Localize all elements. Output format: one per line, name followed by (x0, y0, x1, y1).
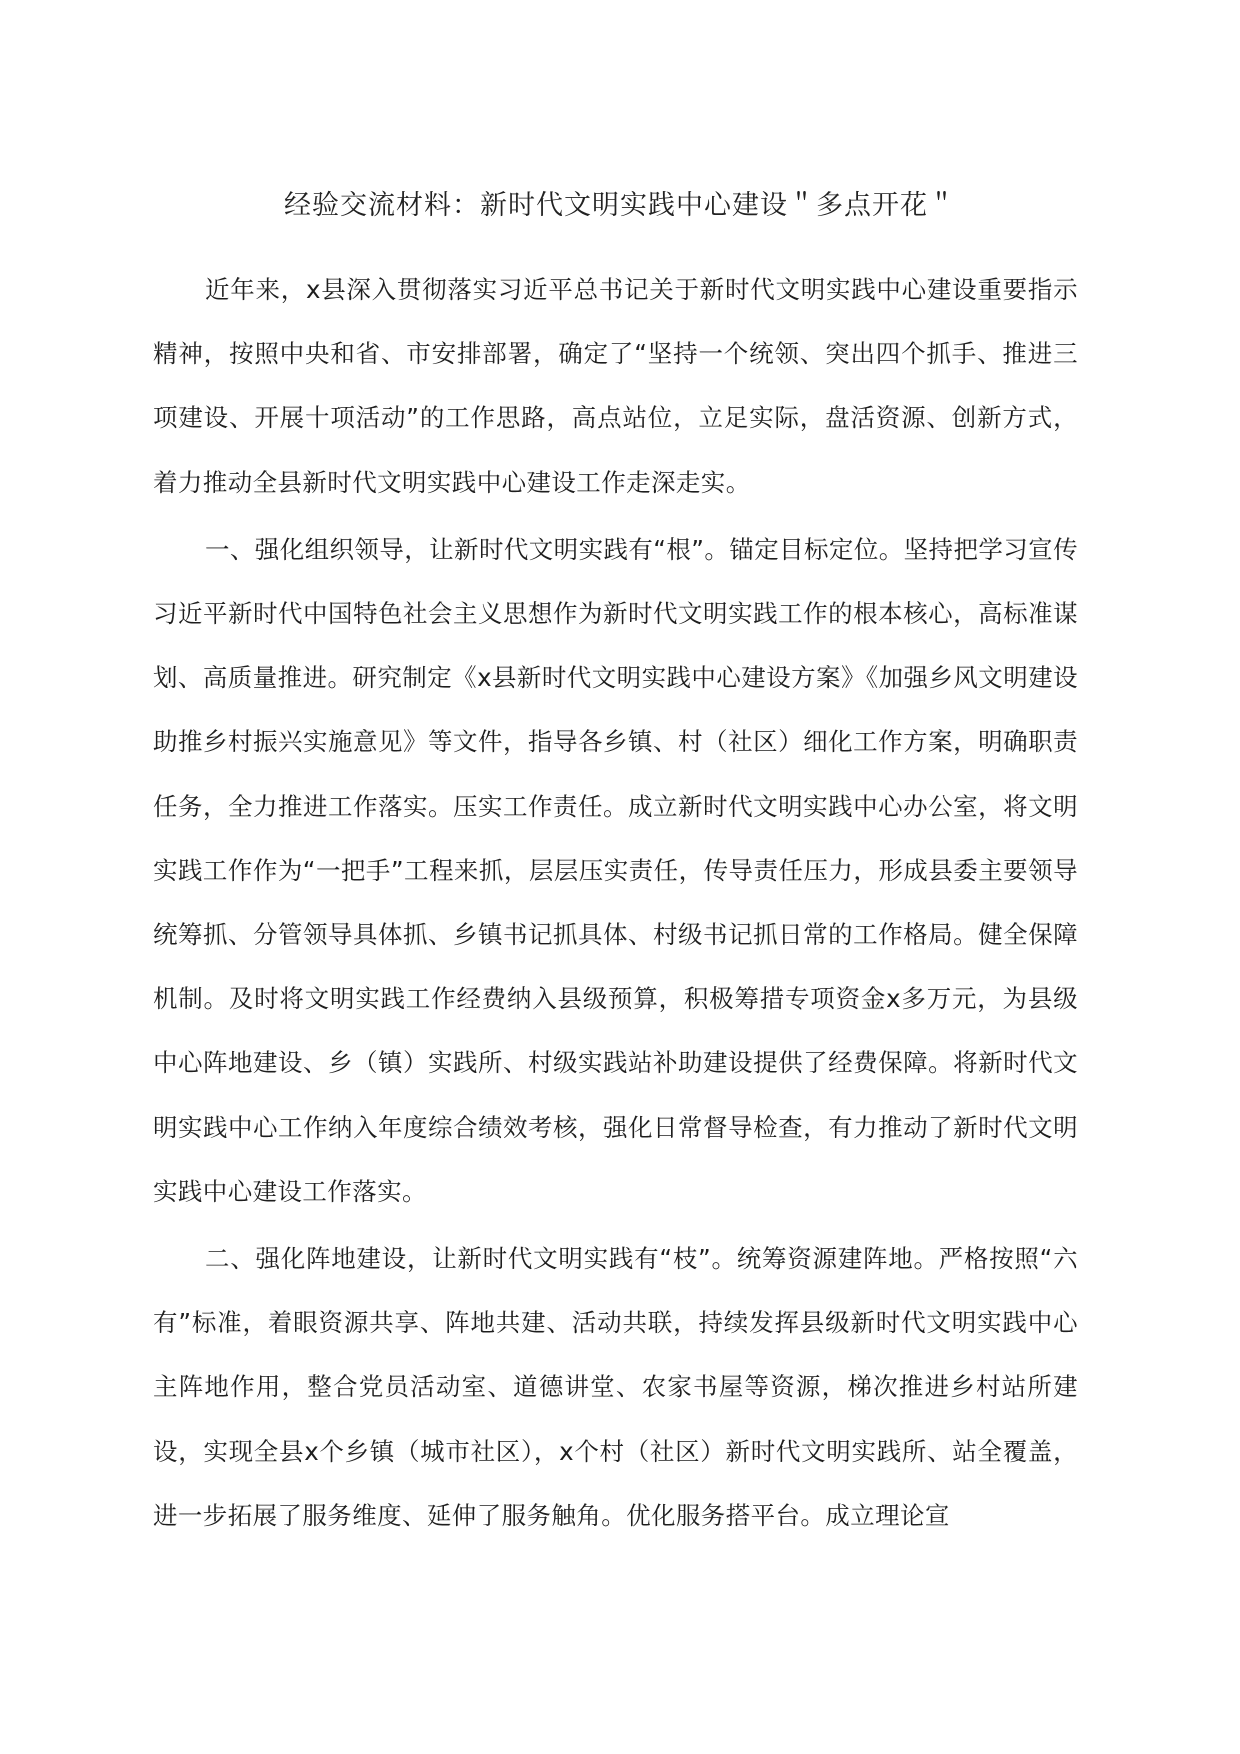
document-title: 经验交流材料：新时代文明实践中心建设＂多点开花＂ (284, 190, 956, 221)
paragraph-intro: 近年来，x县深入贯彻落实习近平总书记关于新时代文明实践中心建设重要指示精神，按照中央和省、市安排部署，确定了“坚持一个统领、突出四个抓手、推进三项建设、开展十项活动”的工作思路，高点站位，立足实际，盘活资源、创新方式，着力推动全县新时代文明实践中心建设工作走深走实。 (153, 275, 1078, 497)
paragraph-section-2: 二、强化阵地建设，让新时代文明实践有“枝”。统筹资源建阵地。严格按照“六有”标准，着眼资源共享、阵地共建、活动共联，持续发挥县级新时代文明实践中心主阵地作用，整合党员活动室、道德讲堂、农家书屋等资源，梯次推进乡村站所建设，实现全县x个乡镇（城市社区），x个村（社区）新时代文明实践所、站全覆盖，进一步拓展了服务维度、延伸了服务触角。优化服务搭平台。成立理论宣 (153, 1244, 1078, 1530)
paragraph-section-1: 一、强化组织领导，让新时代文明实践有“根”。锚定目标定位。坚持把学习宣传习近平新时代中国特色社会主义思想作为新时代文明实践工作的根本核心，高标准谋划、高质量推进。研究制定《x县新时代文明实践中心建设方案》《加强乡风文明建设助推乡村振兴实施意见》等文件，指导各乡镇、村（社区）细化工作方案，明确职责任务，全力推进工作落实。压实工作责任。成立新时代文明实践中心办公室，将文明实践工作作为“一把手”工程来抓，层层压实责任，传导责任压力，形成县委主要领导统筹抓、分管领导具体抓、乡镇书记抓具体、村级书记抓日常的工作格局。健全保障机制。及时将文明实践工作经费纳入县级预算，积极筹措专项资金x多万元，为县级中心阵地建设、乡（镇）实践所、村级实践站补助建设提供了经费保障。将新时代文明实践中心工作纳入年度综合绩效考核，强化日常督导检查，有力推动了新时代文明实践中心建设工作落实。 (153, 534, 1078, 1206)
document-body (153, 258, 1078, 1551)
